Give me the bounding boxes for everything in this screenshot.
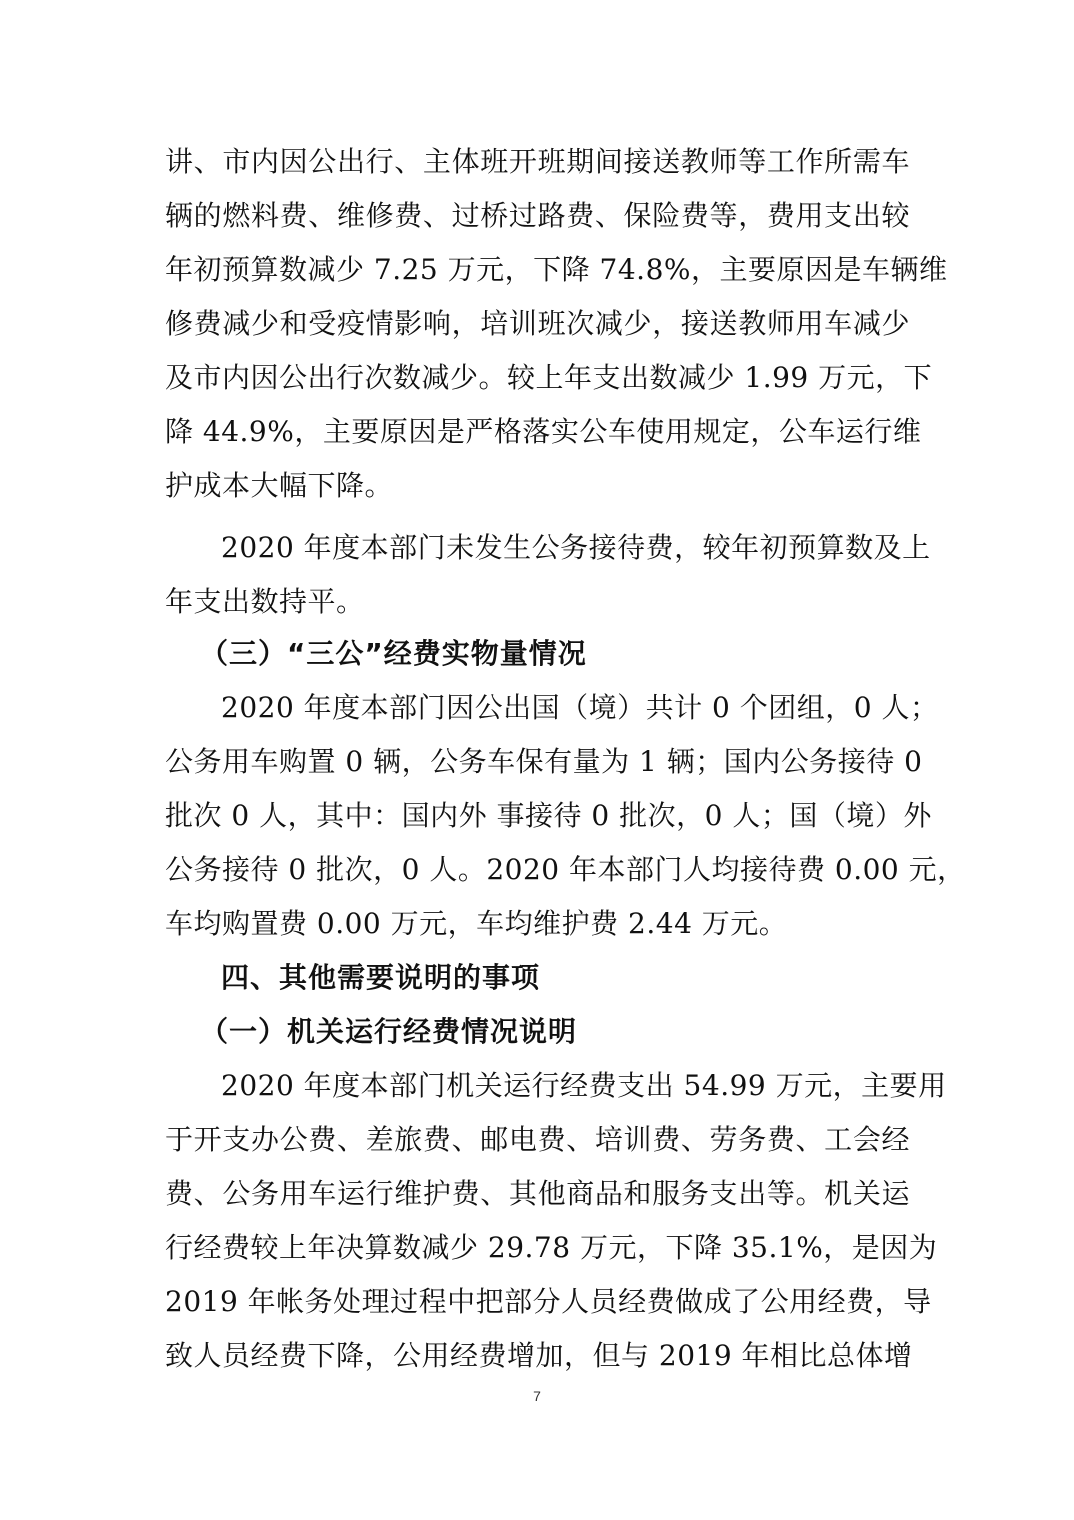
vehicle-paragraph-line-2: 辆的燃料费、维修费、过桥过路费、保险费等，费用支出较 <box>165 199 910 232</box>
vehicle-paragraph-line-6: 降 44.9%，主要原因是严格落实公车使用规定，公车运行维 <box>165 415 922 448</box>
physical-paragraph-line-3: 批次 0 人，其中：国内外 事接待 0 批次，0 人；国（境）外 <box>165 799 932 832</box>
physical-paragraph-line-1: 2020 年度本部门因公出国（境）共计 0 个团组，0 人； <box>221 691 939 724</box>
vehicle-paragraph-line-3: 年初预算数减少 7.25 万元，下降 74.8%，主要原因是车辆维 <box>165 253 948 286</box>
heading-operating-expenses: （一）机关运行经费情况说明 <box>200 1015 578 1048</box>
reception-paragraph-line-2: 年支出数持平。 <box>165 585 365 618</box>
operating-paragraph-line-3: 费、公务用车运行维护费、其他商品和服务支出等。机关运 <box>165 1177 910 1210</box>
operating-paragraph-line-6: 致人员经费下降，公用经费增加，但与 2019 年相比总体增 <box>165 1339 913 1372</box>
physical-paragraph-line-5: 车均购置费 0.00 万元，车均维护费 2.44 万元。 <box>165 907 788 940</box>
operating-paragraph-line-4: 行经费较上年决算数减少 29.78 万元，下降 35.1%，是因为 <box>165 1231 938 1264</box>
physical-paragraph-line-2: 公务用车购置 0 辆，公务车保有量为 1 辆；国内公务接待 0 <box>165 745 923 778</box>
physical-paragraph-line-4: 公务接待 0 批次，0 人。2020 年本部门人均接待费 0.00 元， <box>165 853 966 886</box>
operating-paragraph-line-2: 于开支办公费、差旅费、邮电费、培训费、劳务费、工会经 <box>165 1123 910 1156</box>
heading-section-four: 四、其他需要说明的事项 <box>221 961 541 994</box>
vehicle-paragraph-line-5: 及市内因公出行次数减少。较上年支出数减少 1.99 万元，下 <box>165 361 933 394</box>
vehicle-paragraph-line-1: 讲、市内因公出行、主体班开班期间接送教师等工作所需车 <box>165 145 910 178</box>
vehicle-paragraph-line-7: 护成本大幅下降。 <box>165 469 394 502</box>
operating-paragraph-line-1: 2020 年度本部门机关运行经费支出 54.99 万元，主要用 <box>221 1069 947 1102</box>
vehicle-paragraph-line-4: 修费减少和受疫情影响，培训班次减少，接送教师用车减少 <box>165 307 910 340</box>
operating-paragraph-line-5: 2019 年帐务处理过程中把部分人员经费做成了公用经费，导 <box>165 1285 932 1318</box>
heading-physical-quantity: （三）“三公”经费实物量情况 <box>200 637 587 670</box>
page-number: 7 <box>533 1388 541 1404</box>
reception-paragraph-line-1: 2020 年度本部门未发生公务接待费，较年初预算数及上 <box>221 531 931 564</box>
